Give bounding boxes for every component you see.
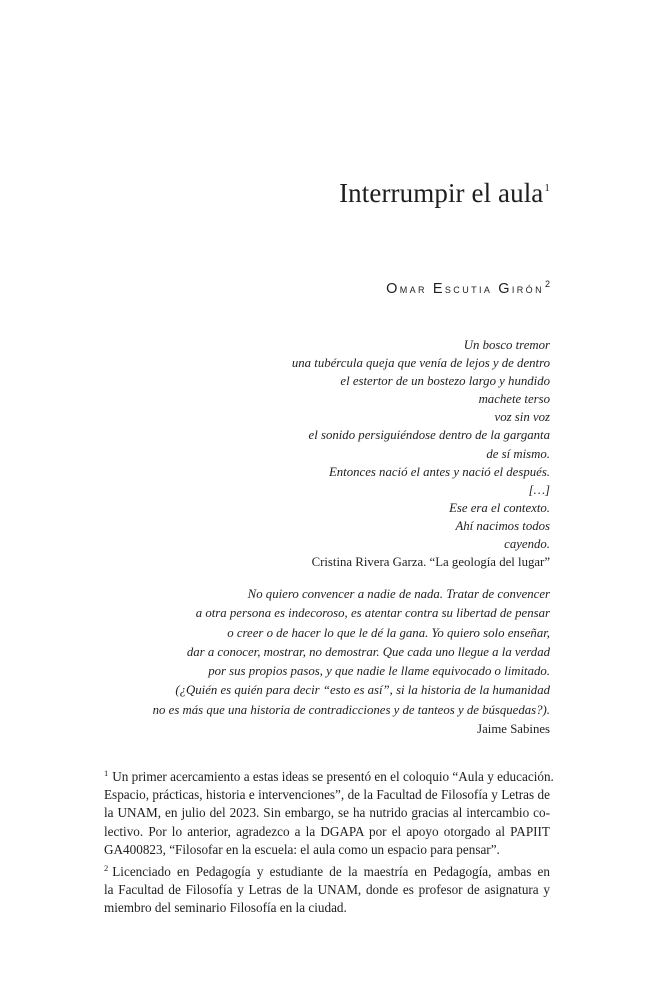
footnote-number: 2 (104, 863, 109, 874)
poem-line: el sonido persiguiéndose dentro de la garganta (308, 428, 550, 443)
quote-line: a otra persona es indecoroso, es atentar contra su libertad de pensar (195, 606, 550, 621)
poem-line: Un bosco tremor (463, 338, 550, 352)
footnote-line: miembro del seminario Filosofía en la ciudad. (104, 900, 347, 916)
poem-line: […] (528, 482, 550, 497)
poem-line: Entonces nació el antes y nació el después. (328, 464, 550, 479)
quote-line: (¿Quién es quién para decir “esto es así”, si la historia de la humanidad (175, 683, 550, 698)
author-initial: E (432, 281, 445, 297)
poem-line: el estertor de un bostezo largo y hundido (340, 374, 550, 389)
footnote-2 (104, 859, 550, 918)
author-initial: G (498, 281, 512, 297)
title-footnote-ref[interactable]: 1 (544, 182, 550, 194)
footnote-line: la UNAM, en julio del 2023. Sin embargo, se ha nutrido gracias al intercambio co- (104, 805, 550, 821)
author-name (386, 279, 550, 297)
footnote-line: GA400823, “Filosofar en la escuela: el aula como un espacio para pensar”. (104, 841, 500, 857)
footnote-line (104, 764, 554, 786)
quote-line: o creer o de hacer lo que le dé la gana. Yo quiero solo enseñar, (227, 625, 550, 640)
epigraph-poem (292, 336, 550, 571)
poem-line: machete terso (478, 392, 550, 407)
poem-line: de sí mismo. (486, 446, 550, 461)
article-title (339, 178, 550, 209)
poem-source: Cristina Rivera Garza. “La geología del lugar” (311, 555, 550, 570)
footnote-line: la Facultad de Filosofía y Letras de la UNAM, donde es profesor de asignatura y (104, 882, 550, 898)
author-name-part: irón (511, 282, 544, 296)
footnote-line: lectivo. Por lo anterior, agradezco a la DGAPA por el apoyo otorgado al PAPIIT (104, 823, 550, 839)
poem-line: Ahí nacimos todos (455, 518, 550, 533)
author-footnote-ref[interactable]: 2 (544, 279, 550, 289)
footnote-text: Un primer acercamiento a estas ideas se presentó en el coloquio “Aula y educación. (112, 769, 554, 784)
epigraph-quote (153, 585, 550, 739)
footnote-number: 1 (104, 768, 109, 778)
quote-line: dar a conocer, mostrar, no demostrar. Que cada uno llegue a la verdad (186, 644, 550, 659)
poem-line: cayendo. (504, 537, 550, 552)
author-name-part: scutia (444, 282, 493, 296)
footnote-1 (104, 764, 554, 859)
quote-line: no es más que una historia de contradicciones y de tanteos y de búsquedas?). (152, 702, 550, 717)
poem-line: Ese era el contexto. (449, 500, 550, 515)
footnotes (104, 764, 554, 918)
quote-line: No quiero convencer a nadie de nada. Tratar de convencer (247, 587, 550, 601)
footnote-line: Espacio, prácticas, historia e intervenciones”, de la Facultad de Filosofía y Letras de (104, 787, 550, 803)
footnote-text: Licenciado en Pedagogía y estudiante de la maestría en Pedagogía, ambas en (112, 864, 550, 880)
quote-attribution: Jaime Sabines (477, 722, 550, 737)
poem-line: voz sin voz (494, 410, 550, 425)
author-initial: O (386, 281, 400, 297)
author-name-part: mar (399, 282, 427, 296)
footnote-line (104, 859, 550, 881)
poem-line: una tubércula queja que venía de lejos y de dentro (291, 356, 550, 371)
article-title-text: Interrumpir el aula (339, 178, 544, 208)
quote-line: por sus propios pasos, y que nadie le llame equivocado o limitado. (208, 664, 550, 679)
